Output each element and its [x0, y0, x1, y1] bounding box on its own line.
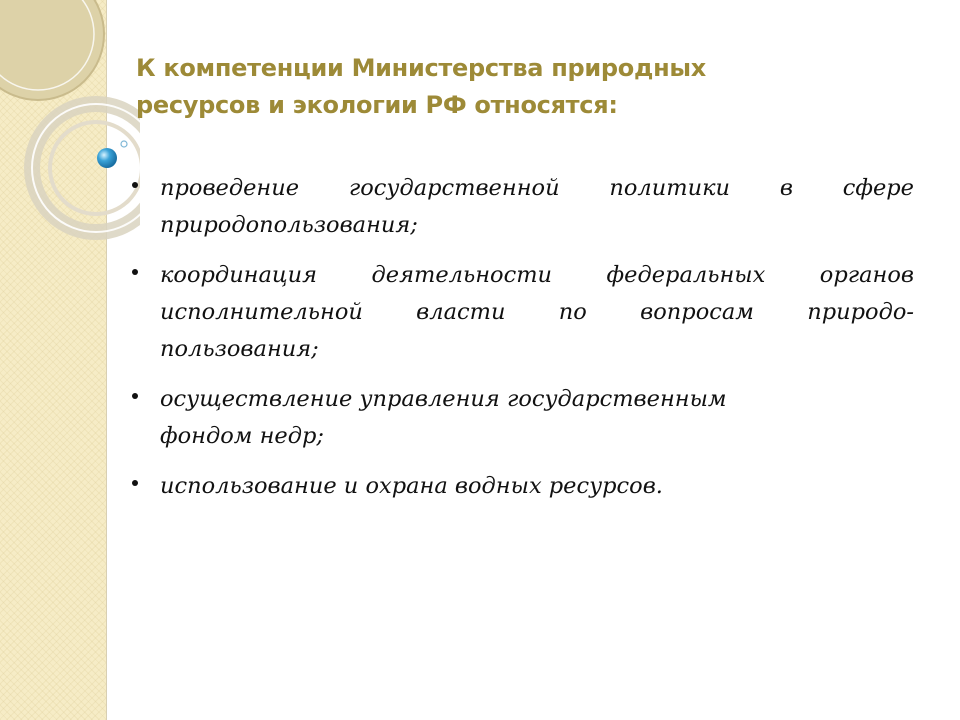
list-item — [132, 381, 914, 455]
bullet-icon — [132, 182, 138, 188]
small-ring-ornament — [121, 141, 127, 147]
list-item-line: пользования; — [160, 336, 319, 362]
title-line-2: ресурсов и экологии РФ относятся: — [136, 91, 618, 119]
list-item-line: проведение государственной политики в сфере — [160, 175, 914, 201]
list-item — [132, 468, 914, 505]
list-item-line: осуществление управления государственным — [160, 386, 727, 412]
bullet-icon — [132, 480, 138, 486]
blue-ball-ornament — [97, 148, 117, 168]
list-item — [132, 257, 914, 368]
decorative-circles-ornament — [0, 0, 140, 260]
list-item-line: исполнительной власти по вопросам природо- — [160, 299, 914, 325]
bullet-icon — [132, 393, 138, 399]
list-item — [132, 170, 914, 244]
deco-ring-inner — [50, 122, 140, 214]
title-line-1: К компетенции Министерства природных — [136, 54, 706, 82]
competence-list — [132, 170, 914, 518]
list-item-line: координация деятельности федеральных органов — [160, 262, 914, 288]
list-item-line: использование и охрана водных ресурсов. — [160, 473, 663, 499]
slide-title — [136, 50, 816, 124]
list-item-line: природопользования; — [160, 212, 418, 238]
list-item-line: фондом недр; — [160, 423, 324, 449]
bullet-icon — [132, 269, 138, 275]
